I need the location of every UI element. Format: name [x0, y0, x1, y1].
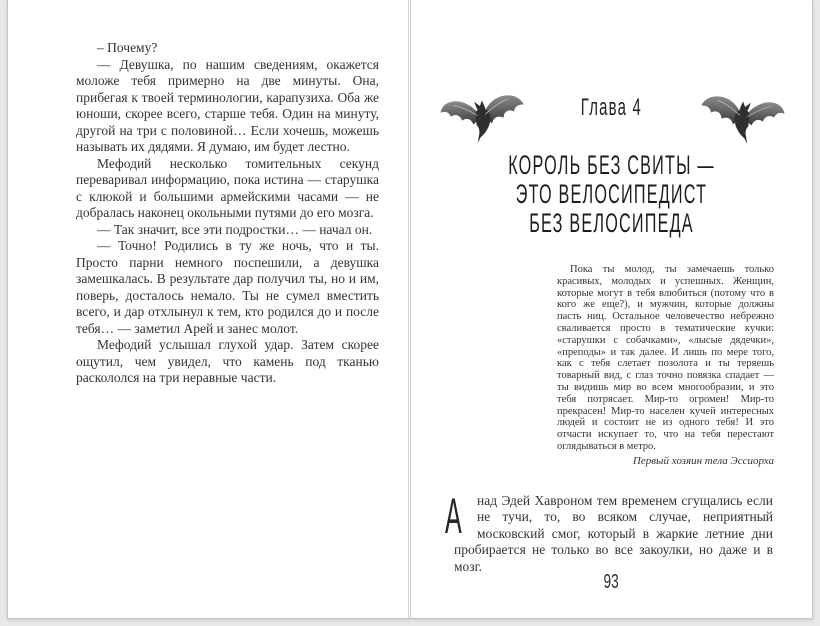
opening-paragraph-text: над Эдей Хавроном тем временем сгущались если не тучи, то, во всяком случае, неприятный московский смог, который в жаркие летние дни пробирается не только во все закоулки, но даже и в мозг. — [454, 493, 773, 574]
epigraph-attribution: Первый хозяин тела Эссиорха — [632, 454, 774, 467]
chapter-number-label: Глава 4 — [580, 94, 643, 121]
epigraph-text: Пока ты молод, ты замечаешь только красивых, молодых и успешных. Женщин, которые могут в тебя влюбиться (потому что в кого же еще?), и мужчин, которые должны пасть ниц. Остальное человечество небрежно сваливается просто в тематические кучки: «старушки с собачками», «лысые дядечки», «преподы» и так далее. И лишь по мере того, как с тебя слетает позолота и ты теряешь товарный вид, с глаз точно повязка спадает — ты видишь мир во всем многообразии, и это тебя потрясает. Мир-то огромен! Мир-то прекрасен! Мир-то населен кучей интересных людей и состоит не из одного тебя! И это отчасти искупает то, что на тебя перестают оглядываться в метро. — [557, 264, 774, 452]
right-page — [411, 0, 812, 618]
paragraph: Мефодий несколько томительных секунд переваривал информацию, пока истина — старушка с клюкой и большими армейскими часами — не добралась наконец окольными путями до его мозга. — [76, 155, 379, 220]
opening-paragraph — [445, 488, 773, 575]
chapter-title-line: ЭТО ВЕЛОСИПЕДИСТ — [515, 179, 708, 209]
paragraph: Мефодий услышал глухой удар. Затем скорее ощутил, чем увидел, что камень под тканью раскололся на три неравные части. — [76, 337, 379, 385]
chapter-header — [411, 82, 812, 152]
paragraph: — Девушка, по нашим сведениям, окажется моложе тебя примерно на две минуты. Она, прибегая к твоей терминологии, карапузиха. Оба же юноши, скорее всего, старше тебя. Один на минуту, другой на три с половиной… Если хочешь, можешь называть их дядями. Я думаю, им будет лестно. — [76, 56, 379, 154]
bat-icon — [697, 82, 787, 152]
paragraph: — Так значит, все эти подростки… — начал он. — [97, 221, 373, 237]
left-page-text — [76, 40, 379, 387]
paragraph: – Почему? — [97, 40, 158, 55]
page-number: 93 — [603, 571, 620, 593]
chapter-title-line: КОРОЛЬ БЕЗ СВИТЫ — — [508, 150, 715, 180]
paragraph: — Точно! Родились в ту же ночь, что и ты. Просто парни немного поспешили, а девушка замешкалась. В результате дар получил ты, но и им, поверь, досталось немало. Ты не сумел вместить всего, и дар отхлынул к тем, кто родился до и после тебя… — заметил Арей и занес молот. — [76, 238, 379, 336]
drop-cap: А — [445, 488, 462, 544]
book-spread — [7, 0, 813, 619]
left-page — [8, 0, 408, 618]
chapter-title-line: БЕЗ ВЕЛОСИПЕДА — [529, 208, 694, 238]
chapter-title — [411, 151, 812, 238]
epigraph — [557, 264, 774, 468]
